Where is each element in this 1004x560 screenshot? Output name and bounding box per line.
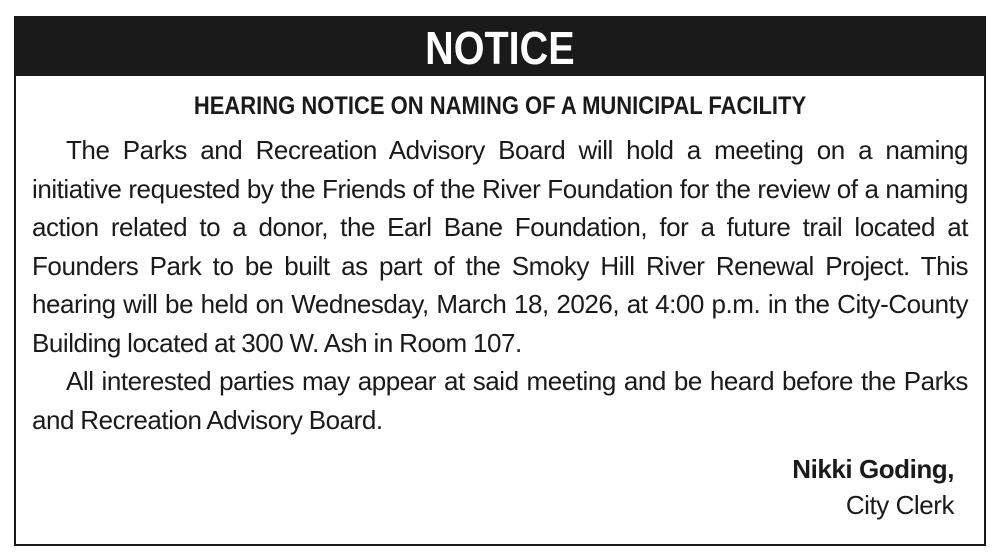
signature-name: Nikki Goding,: [792, 454, 954, 484]
notice-box: [14, 16, 986, 546]
notice-header-bar: [16, 18, 984, 76]
notice-paragraph-1: The Parks and Recreation Advisory Board will hold a meeting on a naming initiative requested by the Friends of the River Foundation for the review of a naming action related to a donor, the Earl Bane Foundation, for a future trail located at Founders Park to be built as part of the Smoky Hill River Renewal Project. This hearing will be held on Wednesday, March 18, 2026, at 4:00 p.m. in the City-County Building located at 300 W. Ash in Room 107.: [32, 135, 968, 358]
signature-title: City Clerk: [845, 490, 954, 520]
signature-block: [32, 451, 968, 523]
notice-body: [16, 121, 984, 523]
notice-title: NOTICE: [425, 22, 575, 74]
notice-paragraph-2: All interested parties may appear at said meeting and be heard before the Parks and Recreation Advisory Board.: [32, 366, 968, 435]
notice-subheading: HEARING NOTICE ON NAMING OF A MUNICIPAL FACILITY: [193, 92, 807, 120]
